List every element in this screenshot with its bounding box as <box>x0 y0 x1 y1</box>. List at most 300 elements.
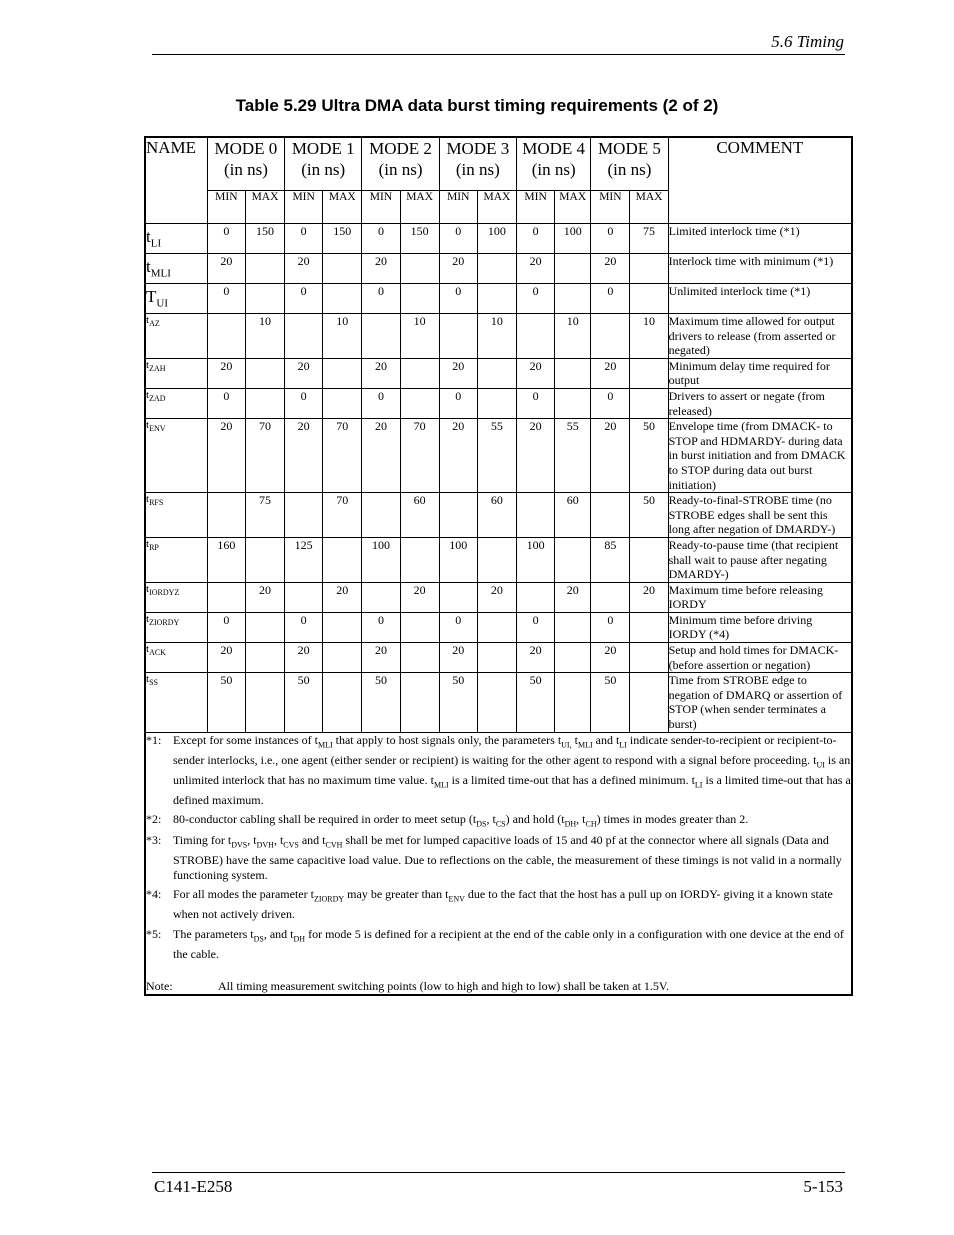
text-run: due to the fact that the host has a pull up on IORDY- giving it a known state when not actively driven. <box>173 887 833 922</box>
param-subscript: LI <box>150 237 162 250</box>
min-header: MIN <box>362 191 400 224</box>
min-header: MIN <box>207 191 245 224</box>
mode-title: MODE 2 <box>369 139 432 158</box>
max-value: 70 <box>245 419 284 493</box>
mode-header <box>207 137 284 191</box>
param-subscript: SS <box>149 678 158 688</box>
max-value <box>555 358 591 388</box>
table-row <box>145 612 852 642</box>
min-value: 0 <box>439 612 477 642</box>
max-value <box>477 643 516 673</box>
max-value <box>555 612 591 642</box>
min-value: 20 <box>207 643 245 673</box>
param-symbol: T <box>146 287 157 306</box>
min-value: 20 <box>362 358 400 388</box>
max-header: MAX <box>477 191 516 224</box>
note-key: *2: <box>146 812 162 827</box>
page-footer <box>152 1172 845 1196</box>
table-row <box>145 643 852 673</box>
param-symbol: t <box>146 314 150 326</box>
param-name <box>145 358 207 388</box>
table-row <box>145 582 852 612</box>
mode-unit: (in ns) <box>607 160 652 179</box>
param-name <box>145 673 207 732</box>
max-value <box>323 643 362 673</box>
min-value: 0 <box>517 612 555 642</box>
max-value <box>477 673 516 732</box>
max-value <box>323 254 362 284</box>
param-comment: Maximum time allowed for output drivers to release (from asserted or negated) <box>668 314 852 359</box>
max-value <box>555 673 591 732</box>
min-value: 0 <box>591 612 630 642</box>
min-value: 20 <box>591 419 630 493</box>
max-header: MAX <box>630 191 668 224</box>
max-header: MAX <box>400 191 439 224</box>
min-value: 20 <box>517 643 555 673</box>
table-row <box>145 388 852 418</box>
param-comment: Unlimited interlock time (*1) <box>668 284 852 314</box>
table-row <box>145 284 852 314</box>
min-value: 0 <box>207 612 245 642</box>
max-value: 10 <box>630 314 668 359</box>
text-run: and t <box>298 833 326 848</box>
max-value <box>245 388 284 418</box>
param-subscript: RP <box>149 543 159 553</box>
param-comment: Ready-to-final-STROBE time (no STROBE edges shall be sent this long after negation of DMARDY-) <box>668 493 852 538</box>
min-value: 20 <box>285 643 323 673</box>
note-key: *4: <box>146 887 162 902</box>
max-value: 20 <box>323 582 362 612</box>
text-run: , t <box>486 812 496 827</box>
subscript: CH <box>585 819 597 829</box>
min-value: 20 <box>517 254 555 284</box>
min-value: 20 <box>517 419 555 493</box>
min-value: 0 <box>439 224 477 254</box>
min-value: 20 <box>439 419 477 493</box>
max-value <box>323 537 362 582</box>
note-key: *3: <box>146 833 162 848</box>
mode-header <box>285 137 362 191</box>
min-value <box>362 493 400 538</box>
max-value: 10 <box>245 314 284 359</box>
text-run: that apply to host signals only, the parameters t <box>332 732 562 747</box>
max-value <box>323 284 362 314</box>
max-value <box>245 673 284 732</box>
max-value: 10 <box>400 314 439 359</box>
max-value <box>630 284 668 314</box>
param-name <box>145 224 207 254</box>
mode-title: MODE 5 <box>598 139 661 158</box>
text-run: ) and hold (t <box>505 812 565 827</box>
subscript: MLI <box>317 740 333 750</box>
max-value: 10 <box>323 314 362 359</box>
max-header: MAX <box>323 191 362 224</box>
text-run: is a limited time-out that has a defined maximum. <box>173 772 851 807</box>
min-value: 20 <box>362 419 400 493</box>
min-value <box>285 314 323 359</box>
param-symbol: t <box>146 537 150 550</box>
subscript: CS <box>495 819 506 829</box>
param-comment: Minimum delay time required for output <box>668 358 852 388</box>
max-value <box>245 358 284 388</box>
min-value: 20 <box>439 643 477 673</box>
text-run: , and t <box>263 926 294 941</box>
table-row <box>145 673 852 732</box>
max-value: 70 <box>323 493 362 538</box>
param-name <box>145 643 207 673</box>
text-run: 80-conductor cabling shall be required in order to meet setup (t <box>173 812 477 827</box>
param-comment: Limited interlock time (*1) <box>668 224 852 254</box>
min-value <box>591 314 630 359</box>
min-value: 50 <box>591 673 630 732</box>
min-value <box>439 493 477 538</box>
min-value: 20 <box>207 419 245 493</box>
max-value: 10 <box>477 314 516 359</box>
table-row <box>145 254 852 284</box>
max-value: 100 <box>555 224 591 254</box>
table-row <box>145 358 852 388</box>
mode-title: MODE 4 <box>522 139 586 158</box>
max-value <box>245 643 284 673</box>
text-run: may be greater than t <box>344 887 449 902</box>
text-run: t <box>571 732 578 747</box>
max-value <box>477 284 516 314</box>
note-text <box>173 887 851 922</box>
min-value: 20 <box>285 419 323 493</box>
text-run: For all modes the parameter t <box>173 887 314 902</box>
min-value: 20 <box>591 643 630 673</box>
max-value <box>323 612 362 642</box>
param-comment: Maximum time before releasing IORDY <box>668 582 852 612</box>
mode-header <box>439 137 516 191</box>
max-value: 70 <box>323 419 362 493</box>
param-name <box>145 537 207 582</box>
min-value <box>591 493 630 538</box>
max-value <box>630 673 668 732</box>
min-value: 20 <box>439 358 477 388</box>
min-value: 0 <box>439 284 477 314</box>
mode-unit: (in ns) <box>301 160 346 179</box>
subscript: DVH <box>256 840 274 850</box>
param-comment: Minimum time before driving IORDY (*4) <box>668 612 852 642</box>
max-value: 150 <box>245 224 284 254</box>
note-4 <box>146 887 851 922</box>
max-value <box>245 284 284 314</box>
min-value: 20 <box>591 254 630 284</box>
min-value: 50 <box>439 673 477 732</box>
min-value: 0 <box>362 388 400 418</box>
section-title: 5.6 Timing <box>771 32 844 51</box>
max-value: 60 <box>477 493 516 538</box>
subscript: UI, <box>561 740 572 750</box>
max-header: MAX <box>245 191 284 224</box>
param-subscript: AZ <box>149 319 160 329</box>
min-value: 0 <box>207 224 245 254</box>
min-value: 20 <box>439 254 477 284</box>
max-value: 10 <box>555 314 591 359</box>
min-value: 0 <box>591 388 630 418</box>
max-value <box>400 388 439 418</box>
mode-header <box>517 137 591 191</box>
note-2 <box>146 812 851 832</box>
min-value: 20 <box>591 358 630 388</box>
max-value <box>555 388 591 418</box>
max-value <box>477 254 516 284</box>
mode-header <box>591 137 668 191</box>
document-id: C141-E258 <box>154 1177 233 1196</box>
name-header: NAME <box>145 137 207 224</box>
text-run: Timing for t <box>173 833 232 848</box>
min-value <box>439 582 477 612</box>
header-row <box>145 137 852 191</box>
subscript: DVS <box>231 840 248 850</box>
note-text <box>173 733 851 808</box>
min-value <box>285 582 323 612</box>
max-value <box>630 254 668 284</box>
min-value: 20 <box>285 254 323 284</box>
table-row <box>145 537 852 582</box>
max-value <box>630 537 668 582</box>
notes-row <box>145 732 852 995</box>
min-value: 20 <box>285 358 323 388</box>
max-header: MAX <box>555 191 591 224</box>
min-value: 0 <box>285 612 323 642</box>
min-value: 0 <box>285 284 323 314</box>
min-value: 85 <box>591 537 630 582</box>
text-run: is a limited time-out that has a defined minimum. t <box>448 772 695 787</box>
max-value <box>400 643 439 673</box>
subscript: MLI <box>433 779 449 789</box>
note-key: Note: <box>146 979 173 994</box>
text-run: and t <box>592 732 620 747</box>
param-name <box>145 493 207 538</box>
min-value: 0 <box>517 388 555 418</box>
mode-title: MODE 1 <box>291 139 355 158</box>
min-value: 50 <box>517 673 555 732</box>
min-value: 50 <box>207 673 245 732</box>
min-value: 0 <box>207 284 245 314</box>
param-symbol: t <box>146 643 150 656</box>
subscript: UI <box>816 760 825 769</box>
min-value: 20 <box>362 643 400 673</box>
min-header: MIN <box>285 191 323 224</box>
subscript: LI <box>694 779 703 789</box>
text-run: , t <box>273 833 284 848</box>
max-value: 60 <box>400 493 439 538</box>
note-3 <box>146 833 851 882</box>
note-text <box>173 927 851 962</box>
text-run: , t <box>576 812 586 827</box>
max-value: 20 <box>477 582 516 612</box>
mode-title: MODE 3 <box>446 139 510 158</box>
table-row <box>145 314 852 359</box>
max-value <box>400 673 439 732</box>
max-value: 20 <box>630 582 668 612</box>
min-value: 0 <box>517 224 555 254</box>
subscript: MLI <box>577 740 593 750</box>
param-name <box>145 612 207 642</box>
param-name <box>145 419 207 493</box>
min-value: 100 <box>439 537 477 582</box>
note-text <box>173 833 851 882</box>
min-value: 0 <box>362 612 400 642</box>
max-value <box>400 358 439 388</box>
notes-cell <box>145 732 852 995</box>
max-value <box>555 284 591 314</box>
param-name <box>145 582 207 612</box>
note-key: *5: <box>146 926 162 941</box>
max-value: 60 <box>555 493 591 538</box>
general-note <box>146 979 851 994</box>
param-comment: Drivers to assert or negate (from released) <box>668 388 852 418</box>
subscript: DS <box>253 934 264 944</box>
max-value: 50 <box>630 493 668 538</box>
max-value <box>323 673 362 732</box>
mode-header <box>362 137 439 191</box>
param-subscript: RFS <box>149 498 164 508</box>
param-name <box>145 314 207 359</box>
note-key: *1: <box>146 732 162 747</box>
max-value <box>630 643 668 673</box>
table-row <box>145 419 852 493</box>
param-subscript: ACK <box>149 648 166 658</box>
param-subscript: ZIORDY <box>149 618 180 628</box>
min-value: 20 <box>362 254 400 284</box>
note-5 <box>146 927 851 962</box>
max-value <box>555 643 591 673</box>
timing-table <box>144 136 853 996</box>
param-subscript: IORDYZ <box>149 587 180 597</box>
max-value: 50 <box>630 419 668 493</box>
min-value <box>207 582 245 612</box>
max-value <box>400 612 439 642</box>
text-run: ) times in modes greater than 2. <box>596 812 749 827</box>
min-value <box>362 314 400 359</box>
note-1 <box>146 733 851 808</box>
mode-unit: (in ns) <box>531 160 576 179</box>
text-run: shall be met for lumped capacitive loads of 15 and 40 pf at the connector where all signals (Data and STROBE) have the same capacitive load value. Due to reflections on the cable, the measurement of these timings is not valid in a normally functioning system. <box>173 833 842 882</box>
param-symbol: t <box>146 582 150 595</box>
min-value: 0 <box>517 284 555 314</box>
max-value <box>630 358 668 388</box>
min-header: MIN <box>591 191 630 224</box>
param-comment: Interlock time with minimum (*1) <box>668 254 852 284</box>
page-number: 5-153 <box>803 1177 843 1196</box>
min-header: MIN <box>439 191 477 224</box>
max-value <box>245 254 284 284</box>
max-value <box>400 537 439 582</box>
comment-header: COMMENT <box>668 137 852 224</box>
param-symbol: t <box>146 419 150 432</box>
param-comment: Envelope time (from DMACK- to STOP and HDMARDY- during data in burst initiation and from DMACK to STOP during data out burst initiation) <box>668 419 852 493</box>
min-value: 0 <box>362 224 400 254</box>
min-value: 125 <box>285 537 323 582</box>
max-value <box>630 388 668 418</box>
param-subscript: UI <box>156 297 168 310</box>
mode-unit: (in ns) <box>223 160 268 179</box>
param-symbol: t <box>146 257 151 276</box>
min-value: 50 <box>285 673 323 732</box>
param-symbol: t <box>146 388 150 401</box>
min-value: 20 <box>517 358 555 388</box>
min-value: 0 <box>439 388 477 418</box>
min-value: 0 <box>362 284 400 314</box>
max-value <box>555 537 591 582</box>
param-comment: Setup and hold times for DMACK- (before assertion or negation) <box>668 643 852 673</box>
param-symbol: t <box>146 493 150 506</box>
note-text: All timing measurement switching points (low to high and high to low) shall be taken at 1.5V. <box>218 979 670 994</box>
mode-title: MODE 0 <box>214 139 278 158</box>
text-run: is an unlimited interlock that has no maximum time value. t <box>173 752 851 787</box>
param-subscript: ZAH <box>149 363 166 373</box>
min-value: 100 <box>517 537 555 582</box>
note-text <box>173 812 851 832</box>
max-value: 150 <box>400 224 439 254</box>
max-value <box>400 284 439 314</box>
min-value: 0 <box>285 388 323 418</box>
text-run: indicate sender-to-recipient or recipient-to-sender interlocks, i.e., one agent (either sender or recipient) is waiting for the other agent to respond with a signal before proceeding. t <box>173 732 837 767</box>
min-value <box>207 493 245 538</box>
max-value <box>477 388 516 418</box>
min-value: 50 <box>362 673 400 732</box>
min-value: 20 <box>207 358 245 388</box>
param-comment: Ready-to-pause time (that recipient shall wait to pause after negating DMARDY-) <box>668 537 852 582</box>
param-subscript: MLI <box>150 267 171 280</box>
param-subscript: ENV <box>149 424 166 434</box>
max-value <box>245 537 284 582</box>
max-value: 70 <box>400 419 439 493</box>
param-comment: Time from STROBE edge to negation of DMARQ or assertion of STOP (when sender terminates a burst) <box>668 673 852 732</box>
mode-unit: (in ns) <box>455 160 500 179</box>
min-value <box>591 582 630 612</box>
max-value <box>323 358 362 388</box>
text-run: Except for some instances of t <box>173 732 318 747</box>
min-value <box>207 314 245 359</box>
max-value: 20 <box>555 582 591 612</box>
max-value <box>477 612 516 642</box>
subscript: CVS <box>283 840 299 850</box>
max-value: 55 <box>477 419 516 493</box>
param-name <box>145 284 207 314</box>
max-value <box>555 254 591 284</box>
max-value <box>245 612 284 642</box>
subscript: DH <box>293 934 306 944</box>
min-value: 0 <box>591 284 630 314</box>
mode-unit: (in ns) <box>378 160 423 179</box>
subscript: LI <box>619 740 627 750</box>
max-value: 20 <box>400 582 439 612</box>
max-value <box>477 358 516 388</box>
min-value: 160 <box>207 537 245 582</box>
text-run: , t <box>247 833 257 848</box>
max-value: 20 <box>245 582 284 612</box>
param-subscript: ZAD <box>149 394 166 404</box>
page-header <box>152 30 845 55</box>
min-value: 0 <box>285 224 323 254</box>
min-value: 100 <box>362 537 400 582</box>
max-value <box>400 254 439 284</box>
min-value: 0 <box>207 388 245 418</box>
param-name <box>145 254 207 284</box>
subscript: ZIORDY <box>313 894 345 904</box>
param-symbol: t <box>146 612 150 625</box>
subscript: CVH <box>325 840 343 850</box>
subscript: DH <box>564 819 577 829</box>
subscript: DS <box>476 819 487 829</box>
subscript: ENV <box>448 894 465 904</box>
param-symbol: t <box>146 358 150 371</box>
text-run: The parameters t <box>173 926 254 941</box>
